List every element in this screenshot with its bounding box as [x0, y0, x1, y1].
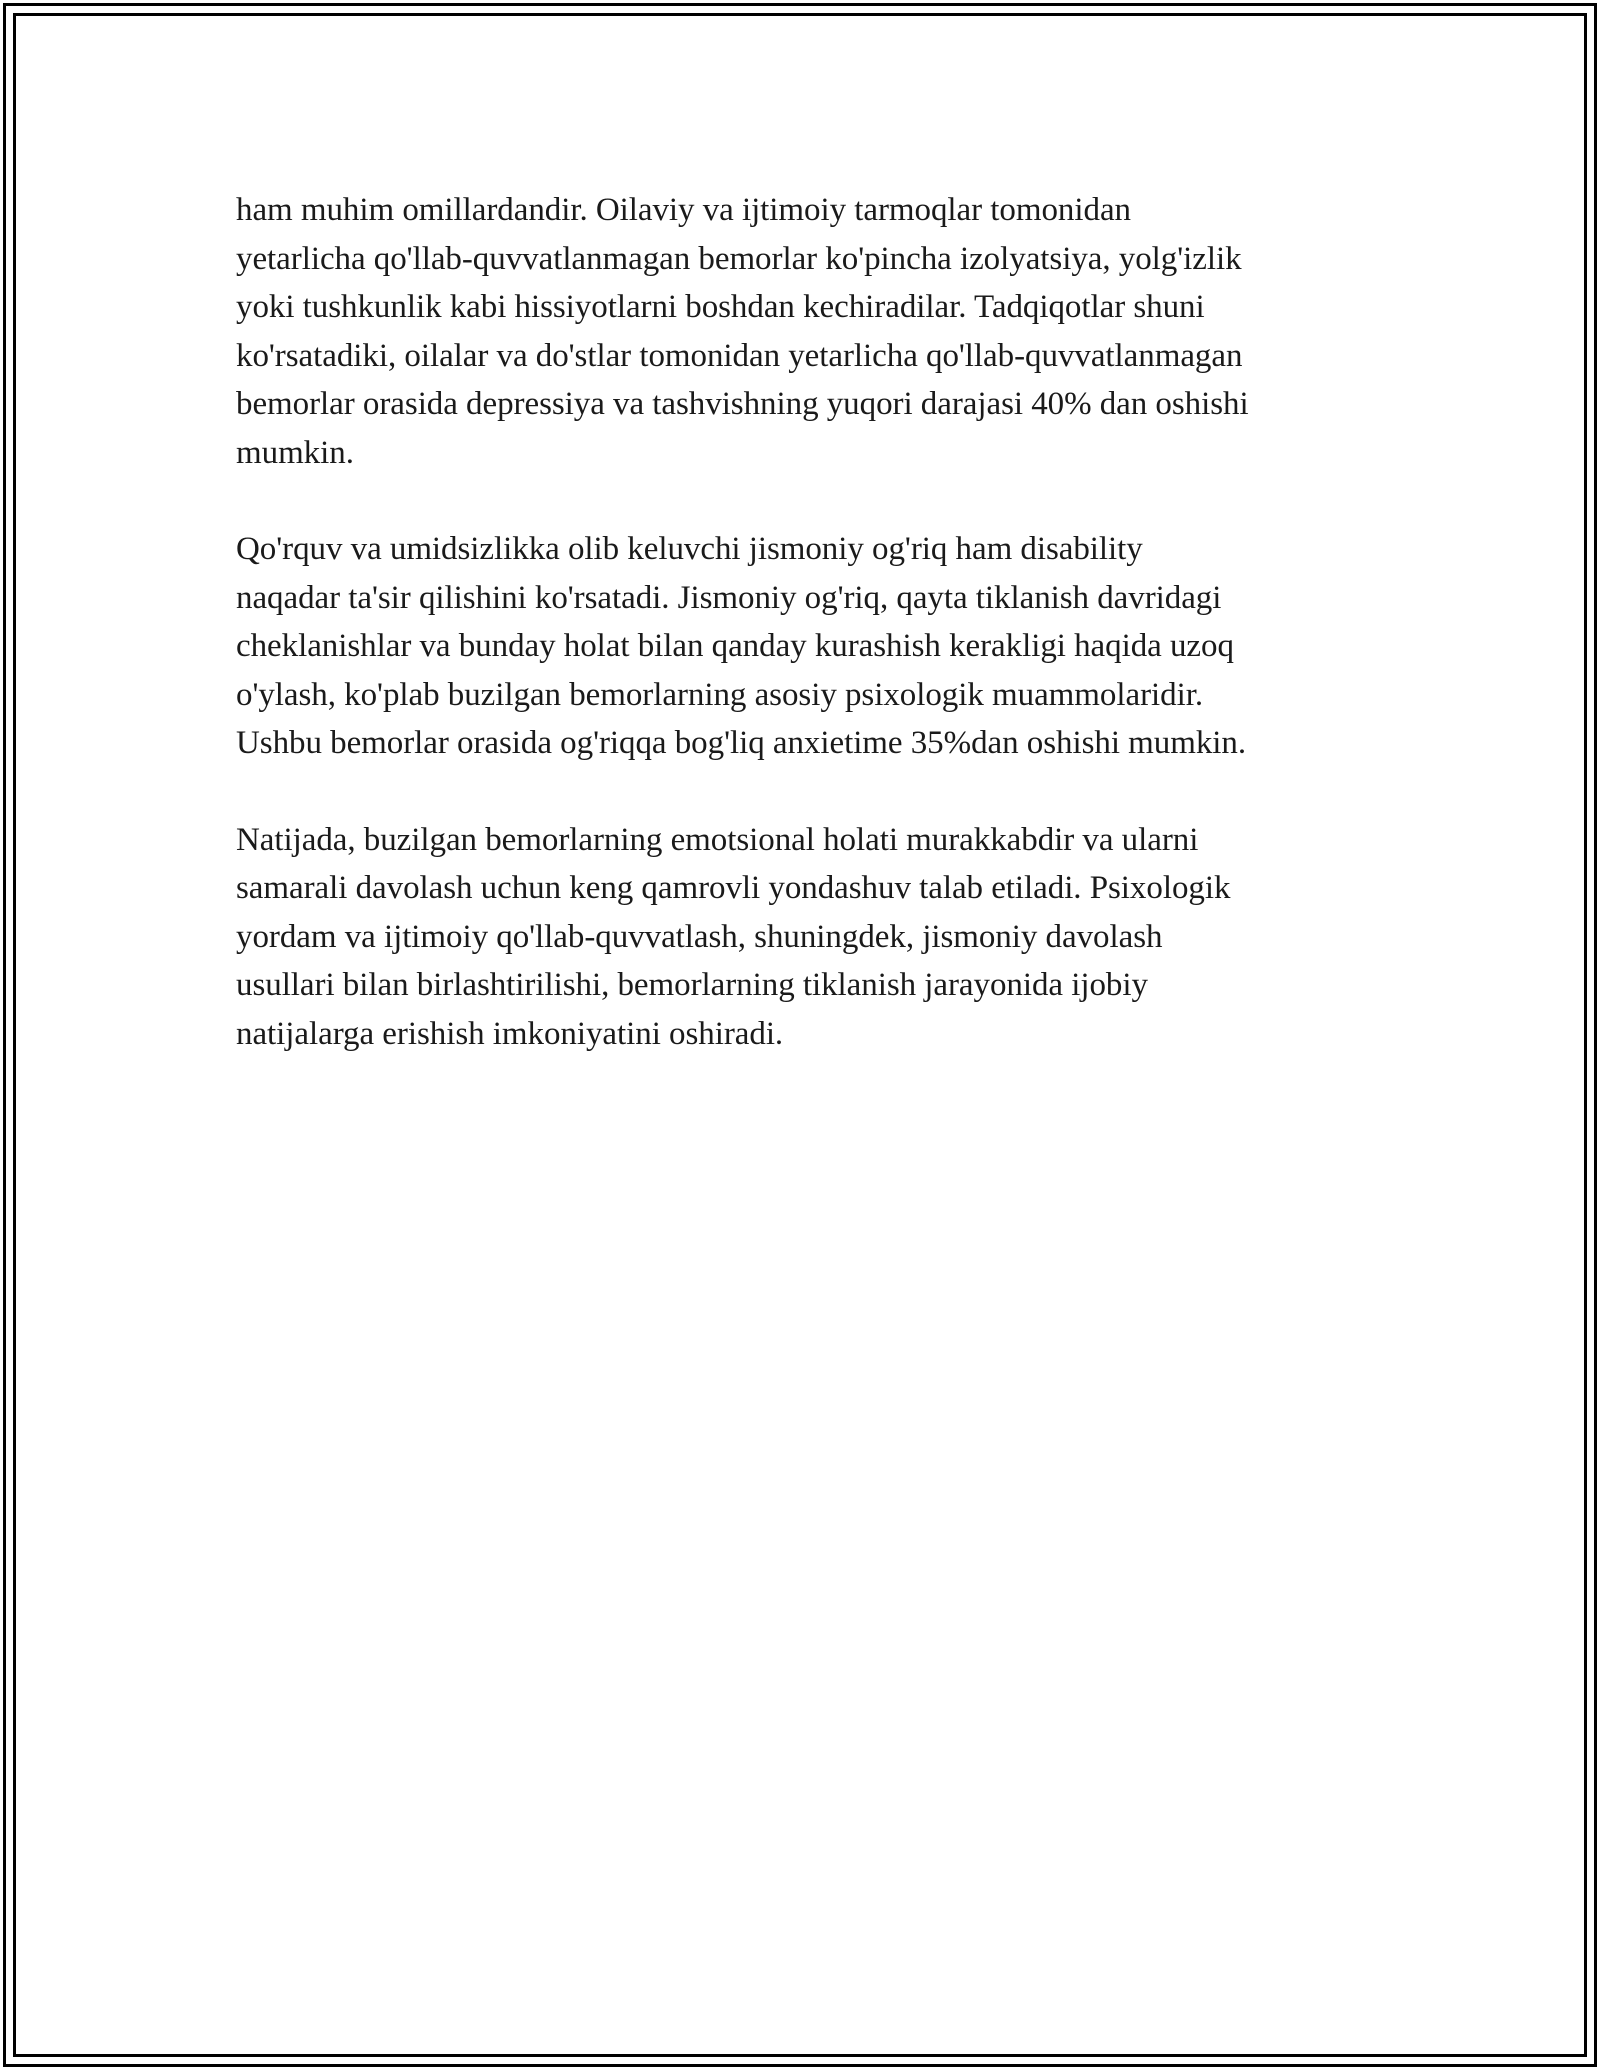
paragraph-social-support [236, 186, 1376, 477]
text-line: ham muhim omillardandir. Oilaviy va ijtimoiy tarmoqlar tomonidan [236, 192, 1131, 228]
text-line: naqadar ta'sir qilishini ko'rsatadi. Jismoniy og'riq, qayta tiklanish davridagi [236, 579, 1222, 616]
text-line: yoki tushkunlik kabi hissiyotlarni boshdan kechiradilar. Tadqiqotlar shuni [236, 289, 1205, 325]
text-line: Ushbu bemorlar orasida og'riqqa bog'liq anxietime 35%dan oshishi mumkin. [236, 725, 1247, 761]
document-body [236, 186, 1376, 1106]
text-line: usullari bilan birlashtirilishi, bemorlarning tiklanish jarayonida ijobiy [236, 967, 1148, 1003]
text-line: yetarlicha qo'llab-quvvatlanmagan bemorlar ko'pincha izolyatsiya, yolg'izlik [236, 240, 1242, 277]
text-line: ko'rsatadiki, oilalar va do'stlar tomonidan yetarlicha qo'llab-quvvatlanmagan [236, 337, 1243, 374]
text-line: samarali davolash uchun keng qamrovli yondashuv talab etiladi. Psixologik [236, 870, 1231, 906]
text-line: Qo'rquv va umidsizlikka olib keluvchi jismoniy og'riq ham disability [236, 531, 1143, 567]
paragraph-physical-pain [236, 525, 1376, 768]
paragraph-conclusion [236, 816, 1376, 1059]
text-line: mumkin. [236, 434, 354, 471]
text-line: yordam va ijtimoiy qo'llab-quvvatlash, shuningdek, jismoniy davolash [236, 918, 1163, 955]
text-line: natijalarga erishish imkoniyatini oshiradi. [236, 1015, 784, 1052]
text-line: Natijada, buzilgan bemorlarning emotsional holati murakkabdir va ularni [236, 821, 1199, 858]
text-line: o'ylash, ko'plab buzilgan bemorlarning asosiy psixologik muammolaridir. [236, 676, 1204, 713]
text-line: cheklanishlar va bunday holat bilan qanday kurashish kerakligi haqida uzoq [236, 628, 1234, 664]
text-line: bemorlar orasida depressiya va tashvishning yuqori darajasi 40% dan oshishi [236, 386, 1249, 422]
